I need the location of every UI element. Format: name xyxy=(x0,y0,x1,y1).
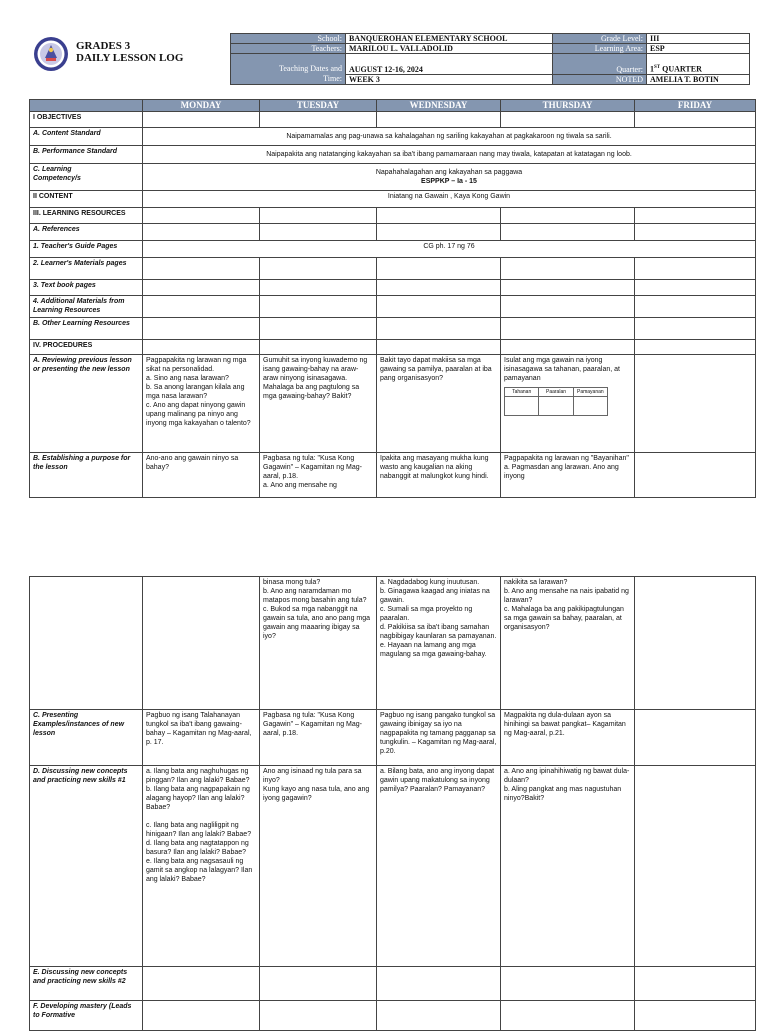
procedure-c-label: C. Presenting Examples/instances of new lesson xyxy=(30,710,143,766)
noted-label: NOTED xyxy=(553,75,647,85)
procedure-b-wednesday: Ipakita ang masayang mukha kung wasto ang kaugalian na aking nabanggit at malungkot kung hindi. xyxy=(377,453,501,498)
noted-value: AMELIA T. BOTIN xyxy=(647,75,750,85)
competency-label: C. Learning Competency/s xyxy=(30,164,143,191)
procedure-d-wednesday: a. Bilang bata, ano ang inyong dapat gawin upang makatulong sa inyong pamilya? Paaralan? Pamayanan? xyxy=(377,766,501,967)
tg-label: 1. Teacher's Guide Pages xyxy=(30,241,143,258)
performance-standard-row xyxy=(30,146,756,164)
procedures-row xyxy=(30,340,756,355)
textbook-row xyxy=(30,280,756,296)
dates-label-line1: Teaching Dates and xyxy=(279,64,342,73)
day-tuesday: TUESDAY xyxy=(260,100,377,112)
teacher-label: Teachers: xyxy=(231,44,346,54)
content-standard-text: Naipamamalas ang pag-unawa sa kahalagahan ng sariling kakayahan at pagkakaroon ng tiwala sa sarili. xyxy=(143,128,756,146)
references-row xyxy=(30,224,756,241)
procedure-f-label: F. Developing mastery (Leads to Formative xyxy=(30,1001,143,1031)
grade-level-label: Grade Level: xyxy=(553,34,647,44)
lesson-log-table-page-2 xyxy=(29,576,756,1031)
content-text: Iniatang na Gawain , Kaya Kong Gawin xyxy=(143,191,756,208)
procedure-b-monday: Ano-ano ang gawain ninyo sa bahay? xyxy=(143,453,260,498)
competency-line: Napahahalagahan ang kakayahan sa paggawa xyxy=(375,169,523,176)
procedure-c-wednesday: Pagbuo ng isang pangako tungkol sa gawaing ibinigay sa iyo na nagpapakita ng tamang pagganap sa tungkulin. – Kagamitan ng Mag-aaral, p.20. xyxy=(377,710,501,766)
procedure-a-wednesday: Bakit tayo dapat makiisa sa mga gawaing sa pamilya, paaralan at iba pang organisasyon? xyxy=(377,355,501,453)
procedures-heading: IV. PROCEDURES xyxy=(30,340,143,355)
dates-value: AUGUST 12-16, 2024 xyxy=(346,54,553,75)
competency-code: ESPPKP – Ia - 15 xyxy=(421,178,477,185)
procedure-b-wednesday-continued: a. Nagdadabog kung inuutusan. b. Ginagawa kaagad ang iniatas na gawain. c. Sumali sa mga proyekto ng paaralan. d. Pakikiisa sa iba't ibang samahan nagbibigay kaunlaran sa pamayanan. e. Hayaan na lamang ang mga magulang sa mga gawaing-bahay. xyxy=(377,577,501,710)
procedure-a-row xyxy=(30,355,756,453)
competency-row xyxy=(30,164,756,191)
header-info-table xyxy=(230,33,750,85)
day-wednesday: WEDNESDAY xyxy=(377,100,501,112)
procedure-c-monday: Pagbuo ng isang Talahanayan tungkol sa iba't ibang gawaing-bahay – Kagamitan ng Mag-aaral, p. 17. xyxy=(143,710,260,766)
tg-text: CG ph. 17 ng 76 xyxy=(143,241,756,258)
procedure-d-label: D. Discussing new concepts and practicing new skills #1 xyxy=(30,766,143,967)
content-row xyxy=(30,191,756,208)
procedure-a-label: A. Reviewing previous lesson or presenting the new lesson xyxy=(30,355,143,453)
lm-row xyxy=(30,258,756,280)
procedure-b-continued-label xyxy=(30,577,143,710)
textbook-label: 3. Text book pages xyxy=(30,280,143,296)
day-monday: MONDAY xyxy=(143,100,260,112)
procedure-d-tuesday: Ano ang isinaad ng tula para sa inyo? Kung kayo ang nasa tula, ano ang iyong gagawin? xyxy=(260,766,377,967)
other-label: B. Other Learning Resources xyxy=(30,318,143,340)
deped-seal-logo xyxy=(33,36,69,72)
procedure-c-tuesday: Pagbasa ng tula: "Kusa Kong Gagawin" – Kagamitan ng Mag-aaral, p.18. xyxy=(260,710,377,766)
procedure-b-thursday-continued: nakikita sa larawan? b. Ano ang mensahe na nais ipabatid ng larawan? c. Mahalaga ba ang pakikipagtulungan sa mga gawain sa bahay, paaralan, at organisasyon? xyxy=(501,577,635,710)
day-header-blank xyxy=(30,100,143,112)
learning-area-value: ESP xyxy=(647,44,750,54)
quarter-value: 1ST QUARTER xyxy=(647,54,750,75)
procedure-d-row xyxy=(30,766,756,967)
procedure-a-thursday-text: Isulat ang mga gawain na iyong isinasagawa sa tahanan, paaralan, at pamayanan xyxy=(504,357,620,382)
title-grade: GRADES 3 xyxy=(76,40,131,52)
lm-label: 2. Learner's Materials pages xyxy=(30,258,143,280)
title-log: DAILY LESSON LOG xyxy=(76,52,184,64)
procedure-a-monday: Pagpapakita ng larawan ng mga sikat na personalidad. a. Sino ang nasa larawan? b. Sa anong larangan kilala ang mga nasa larawan? c. Ano ang dapat ninyong gawin upang malinang pa ninyo ang inyong mga kakayahan o talento? xyxy=(143,355,260,453)
week-value: WEEK 3 xyxy=(346,75,553,85)
resources-heading: III. LEARNING RESOURCES xyxy=(30,208,143,224)
other-row xyxy=(30,318,756,340)
learning-area-label: Learning Area: xyxy=(553,44,647,54)
day-header-row xyxy=(30,100,756,112)
content-standard-label: A. Content Standard xyxy=(30,128,143,146)
procedure-e-label: E. Discussing new concepts and practicing new skills #2 xyxy=(30,967,143,1001)
procedure-b-continued-row xyxy=(30,577,756,710)
additional-label: 4. Additional Materials from Learning Resources xyxy=(30,296,143,318)
procedure-b-label: B. Establishing a purpose for the lesson xyxy=(30,453,143,498)
mini-col-tahanan: Tahanan xyxy=(505,388,539,397)
resources-row xyxy=(30,208,756,224)
mini-col-pamayanan: Pamayanan xyxy=(573,388,607,397)
school-label: School: xyxy=(231,34,346,44)
procedure-a-thursday xyxy=(501,355,635,453)
objectives-heading: I OBJECTIVES xyxy=(30,112,143,128)
procedure-e-row xyxy=(30,967,756,1001)
document-title xyxy=(76,40,226,64)
performance-standard-text: Naipapakita ang natatanging kakayahan sa iba't ibang pamamaraan nang may tiwala, katapatan at katatagan ng loob. xyxy=(143,146,756,164)
procedure-b-thursday: Pagpapakita ng larawan ng "Bayanihan" a. Pagmasdan ang larawan. Ano ang inyong xyxy=(501,453,635,498)
procedure-d-monday: a. Ilang bata ang naghuhugas ng pinggan? Ilan ang lalaki? Babae? b. Ilang bata ang nagpapakain ng alagang hayop? Ilan ang lalaki? Babae? c. Ilang bata ang nagliligpit ng hinigaan? Ilan ang lalaki? Babae? d. Ilang bata ang nagtatappon ng basura? Ilan ang lalaki? Babae? e. Ilang bata ang nagsasauli ng gamit sa angkop na lalagyan? Ilan ang lalaki? Babae? xyxy=(143,766,260,967)
additional-row xyxy=(30,296,756,318)
procedure-b-tuesday: Pagbasa ng tula: "Kusa Kong Gagawin" – Kagamitan ng Mag-aaral, p.18. a. Ano ang mensahe ng xyxy=(260,453,377,498)
mini-col-paaralan: Paaralan xyxy=(539,388,573,397)
dates-label-line2: Time: xyxy=(323,74,342,83)
tg-row xyxy=(30,241,756,258)
grade-level-value: III xyxy=(647,34,750,44)
content-standard-row xyxy=(30,128,756,146)
procedure-c-row xyxy=(30,710,756,766)
procedure-d-thursday: a. Ano ang ipinahihiwatig ng bawat dula-dulaan? b. Aling pangkat ang mas nagustuhan ninyo?Bakit? xyxy=(501,766,635,967)
procedure-b-tuesday-continued: binasa mong tula? b. Ano ang naramdaman mo matapos mong basahin ang tula? c. Bukod sa mga nabanggit na gawain sa tula, ano ano pang mga gawain ang maaaring ibigay sa iyo? xyxy=(260,577,377,710)
competency-text xyxy=(143,164,756,191)
teacher-value: MARILOU L. VALLADOLID xyxy=(346,44,553,54)
home-school-community-table xyxy=(504,387,608,416)
performance-standard-label: B. Performance Standard xyxy=(30,146,143,164)
dates-label xyxy=(231,54,346,85)
objectives-row xyxy=(30,112,756,128)
content-heading: II CONTENT xyxy=(30,191,143,208)
school-value: BANQUEROHAN ELEMENTARY SCHOOL xyxy=(346,34,553,44)
quarter-label: Quarter: xyxy=(553,54,647,75)
day-thursday: THURSDAY xyxy=(501,100,635,112)
references-label: A. References xyxy=(30,224,143,241)
procedure-a-tuesday: Gumuhit sa inyong kuwaderno ng isang gawaing-bahay na araw-araw ninyong isinasagawa. Mahalaga ba ang pagtulong sa mga gawaing-bahay? Bakit? xyxy=(260,355,377,453)
procedure-f-row xyxy=(30,1001,756,1031)
lesson-log-table-page-1 xyxy=(29,99,756,498)
day-friday: FRIDAY xyxy=(635,100,756,112)
procedure-c-thursday: Magpakita ng dula-dulaan ayon sa hinihingi sa bawat pangkat– Kagamitan ng Mag-aaral, p.21. xyxy=(501,710,635,766)
procedure-b-row xyxy=(30,453,756,498)
